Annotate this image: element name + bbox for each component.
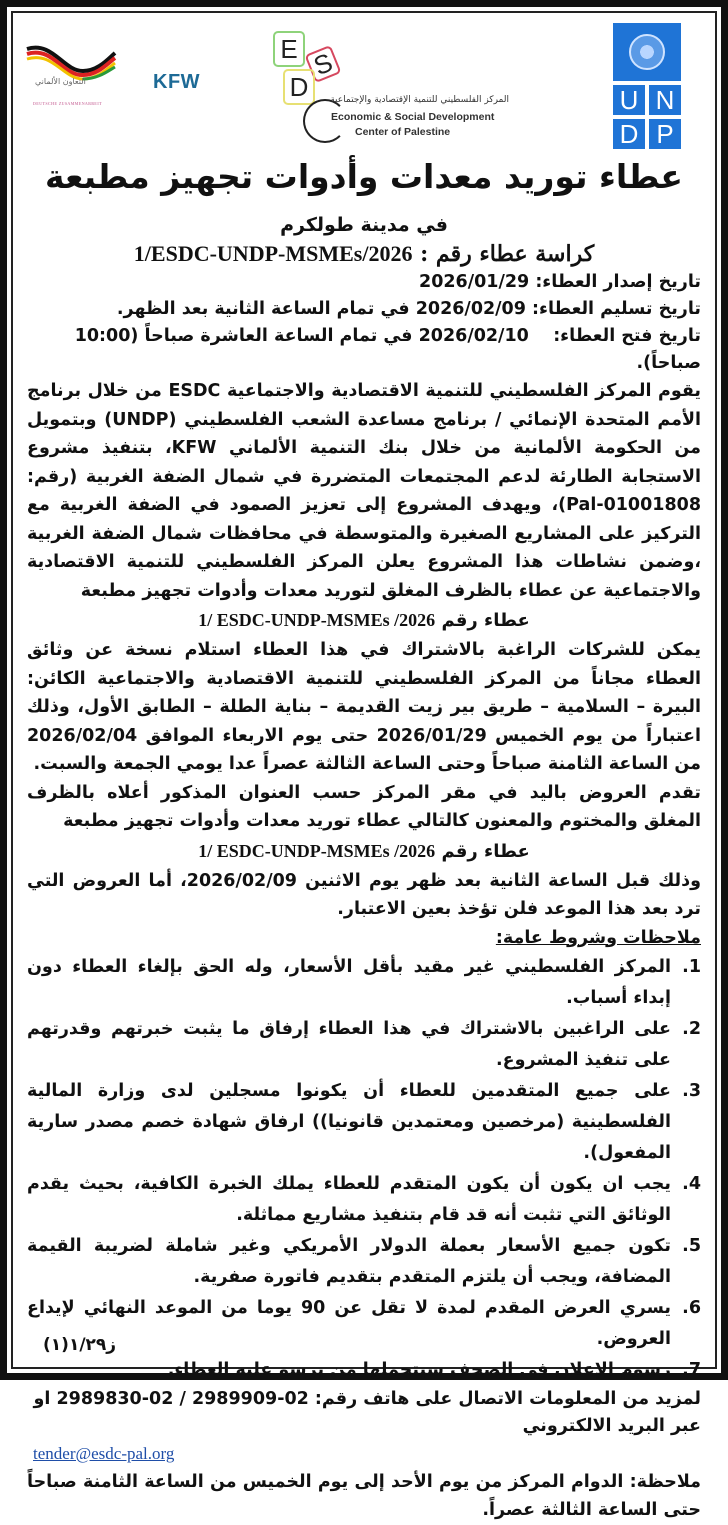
- tender-reference-label: عطاء رقم: [441, 610, 530, 631]
- undp-letter-n: N: [649, 85, 681, 115]
- contact-info: لمزيد من المعلومات الاتصال على هاتف رقم: 02-2989909 / 02-2989830 او عبر البريد الالكتروني: [33, 1388, 701, 1436]
- office-hours-note: ملاحظة: الدوام المركز من يوم الأحد إلى يوم الخميس من الساعة الثامنة صباحاً حتى الساعة الثالثة عصراً.: [27, 1471, 701, 1520]
- flag-ribbon-icon: [23, 41, 123, 81]
- german-cooperation-arabic: التعاون الألماني: [35, 77, 86, 86]
- esdc-arabic-name: المركز الفلسطيني للتنمية الإقتصادية والإجتماعية: [330, 95, 509, 105]
- esdc-letter-e: E: [273, 31, 305, 67]
- esdc-logo: [263, 23, 533, 143]
- tender-city: في مدينة طولكرم: [280, 214, 448, 236]
- opening-date-line: [27, 323, 701, 377]
- opening-date-label: تاريخ فتح العطاء:: [553, 326, 701, 346]
- issue-date-value: 2026/01/29: [419, 272, 530, 292]
- tender-booklet-number: [27, 239, 701, 269]
- documents-paragraph: يمكن للشركات الراغبة بالاشتراك في هذا العطاء استلام نسخة عن وثائق العطاء مجاناً من المركز الفلسطيني للتنمية الاقتصادية والاجتماعية الكائن: البيرة – السلامية – طريق بير زيت القديمة – بناية الطلة – الطابق الأول، وذلك اعتباراً من يوم الخميس 2026/01/29 حتى يوم الاربعاء الموافق 2026/02/04 من الساعة الثامنة صباحاً وحتى الساعة الثالثة عصراً عدا يومي الجمعة والسبت.: [27, 640, 701, 774]
- undp-letter-p: P: [649, 119, 681, 149]
- note-item: 6. يسري العرض المقدم لمدة لا تقل عن 90 يوما من الموعد النهائي لإيداع العروض.: [27, 1297, 701, 1349]
- undp-letter-d: D: [613, 119, 645, 149]
- esdc-english-name-line2: Center of Palestine: [355, 126, 451, 138]
- notes-heading: ملاحظات وشروط عامة:: [495, 927, 701, 948]
- tender-reference-1: [27, 605, 701, 636]
- note-item: 4. يجب ان يكون أن يكون المتقدم للعطاء يملك الخبرة الكافية، بحيث يقدم الوثائق التي تثبت أنه قد قام بتنفيذ مشاريع مماثلة.: [27, 1173, 701, 1225]
- tender-reference-2: [27, 836, 701, 867]
- intro-paragraph: يقوم المركز الفلسطيني للتنمية الاقتصادية والاجتماعية ESDC من خلال برنامج الأمم المتحدة الإنمائي / برنامج مساعدة الشعب الفلسطيني (UNDP) وبتمويل من الحكومة الألمانية من خلال بنك التنمية الألماني KFW، بتنفيذ مشروع الاستجابة الطارئة لدعم المجتمعات المتضررة في شمال الضفة الغربية (رقم: Pal-01001808)، ويهدف المشروع إلى تعزيز الصمود في الضفة الغربية مع التركيز على المشاريع الصغيرة والمتوسطة في محافظات شمال الضفة الغربية ،وضمن نشاطات هذا المشروع يعلن المركز الفلسطيني للتنمية الاقتصادية والاجتماعية عن عطاء بالظرف المغلق لتوريد معدات وأدوات تجهيز مطبعة: [27, 381, 702, 601]
- esdc-letter-d: D: [283, 69, 315, 105]
- note-item: 2. على الراغبين بالاشتراك في هذا العطاء إرفاق ما يثبت خبرتهم وقدرتهم على تنفيذ المشروع.: [27, 1018, 701, 1070]
- german-cooperation-english: DEUTSCHE ZUSAMMENARBEIT: [33, 101, 103, 106]
- un-emblem-icon: [613, 23, 681, 81]
- undp-logo: [613, 23, 681, 149]
- contact-email-link[interactable]: tender@esdc-pal.org: [33, 1443, 175, 1463]
- kfw-logo: KFW: [153, 71, 201, 93]
- note-item: 3. على جميع المتقدمين للعطاء أن يكونوا مسجلين لدى وزارة المالية الفلسطينية (مرخصين ومعتمدين قانونيا)) ارفاق شهادة خصم مصدر سارية المفعول).: [27, 1080, 701, 1163]
- tender-title: عطاء توريد معدات وأدوات تجهيز مطبعة: [45, 157, 683, 196]
- tender-booklet-code: 1/ESDC-UNDP-MSMEs/2026: [133, 241, 413, 266]
- note-item: 7. رسوم الإعلان في الصحف سيتحملها من يرسو عليه العطاء.: [167, 1359, 701, 1380]
- undp-letter-u: U: [613, 85, 645, 115]
- inner-border: [11, 11, 717, 1520]
- esdc-letter-s: S: [304, 45, 341, 83]
- tender-reference-number: 1/ ESDC-UNDP-MSMEs /2026: [198, 840, 436, 861]
- esdc-english-name-line1: Economic & Social Development: [331, 111, 495, 123]
- delivery-date-line: [27, 296, 701, 323]
- issue-date-line: [27, 269, 701, 296]
- tender-booklet-label: كراسة عطاء رقم :: [420, 241, 595, 267]
- submission-paragraph: تقدم العروض باليد في مقر المركز حسب العنوان المذكور أعلاه بالظرف المغلق والمختوم والمعنون كالتالي عطاء توريد معدات وأدوات تجهيز مطبعة: [27, 782, 701, 831]
- opening-date-value: 2026/02/10: [418, 326, 529, 346]
- logo-bar: [13, 13, 715, 149]
- delivery-date-label: تاريخ تسليم العطاء:: [532, 299, 701, 319]
- tender-reference-number: 1/ ESDC-UNDP-MSMEs /2026: [198, 610, 436, 630]
- notes-list: [27, 952, 701, 1386]
- delivery-time: في تمام الساعة الثانية بعد الظهر.: [116, 299, 410, 319]
- delivery-date-value: 2026/02/09: [415, 299, 526, 319]
- tender-content: [27, 153, 701, 1525]
- german-cooperation-logo: [23, 41, 123, 111]
- opening-time: في تمام الساعة العاشرة صباحاً (10:00 صباحاً).: [74, 326, 701, 373]
- tender-reference-label: عطاء رقم: [441, 840, 530, 862]
- note-item: 5. تكون جميع الأسعار بعملة الدولار الأمريكي وغير شاملة لضريبة القيمة المضافة، ويجب أن يلتزم المتقدم بتقديم فاتورة صفرية.: [27, 1235, 701, 1287]
- note-item: 1. المركز الفلسطيني غير مقيد بأقل الأسعار، وله الحق بإلغاء العطاء دون إبداء أسباب.: [27, 956, 701, 1008]
- ad-code: ز١/٢٩(١): [43, 1335, 117, 1355]
- deadline-paragraph: وذلك قبل الساعة الثانية بعد ظهر يوم الاثنين 2026/02/09، أما العروض التي ترد بعد هذا الموعد فلن تؤخذ بعين الاعتبار.: [27, 870, 701, 919]
- issue-date-label: تاريخ إصدار العطاء:: [535, 272, 701, 292]
